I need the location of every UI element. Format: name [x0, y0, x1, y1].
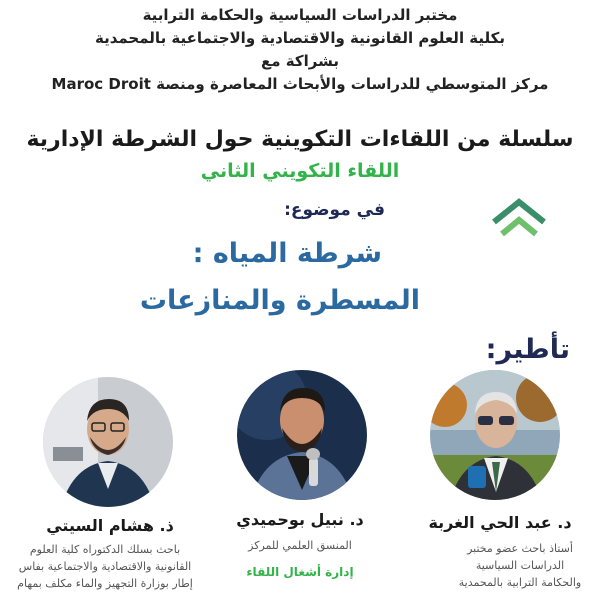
speaker-photo-left [43, 377, 173, 507]
series-title: سلسلة من اللقاءات التكوينية حول الشرطة الإدارية [26, 127, 574, 152]
organizer-line-1: مختبر الدراسات السياسية والحكامة الترابية [142, 6, 458, 24]
topic-title-line-1: شرطة المياه : [192, 238, 382, 269]
organizer-line-4: مركز المتوسطي للدراسات والأبحاث المعاصرة ومنصة Maroc Droit [51, 75, 549, 93]
framing-label: تأطير: [485, 334, 570, 365]
speaker-description-right [440, 540, 600, 591]
speaker-photo-right [430, 370, 560, 500]
speaker-description-line: الدراسات السياسية [475, 559, 565, 572]
topic-label: في موضوع: [284, 200, 385, 220]
speaker-description-line: القانونية والاقتصادية والاجتماعية بفاس [18, 560, 192, 573]
organizer-line-2: بكلية العلوم القانونية والاقتصادية والاجتماعية بالمحمدية [94, 29, 506, 47]
organizer-line-3: بشراكة مع [261, 52, 339, 70]
speaker-name-center: د. نبيل بوحميدي [236, 510, 364, 529]
speaker-description-line: أستاذ باحث عضو مختبر [467, 542, 573, 555]
speaker-description-left [0, 541, 210, 592]
organizers-block [0, 4, 600, 96]
moderator-role-label: إدارة أشغال اللقاء [246, 565, 354, 579]
speaker-name-right: د. عبد الحي الغربة [428, 513, 572, 532]
speaker-description-center [200, 537, 400, 554]
speaker-name-left: ذ. هشام السيتي [46, 516, 174, 535]
meeting-title: اللقاء التكويني الثاني [200, 160, 400, 182]
topic-title-line-2: المسطرة والمنازعات [139, 285, 420, 316]
speaker-description-line: المنسق العلمي للمركز [248, 539, 352, 552]
speaker-description-line: والحكامة الترابية بالمحمدية [458, 576, 582, 589]
speaker-description-line: إطار بوزارة التجهيز والماء مكلف بمهام [17, 577, 193, 590]
chevron-stack-logo-icon [488, 196, 550, 240]
speaker-photo-center [237, 370, 367, 500]
speaker-description-line: باحث بسلك الدكتوراه كلية العلوم [29, 543, 181, 556]
